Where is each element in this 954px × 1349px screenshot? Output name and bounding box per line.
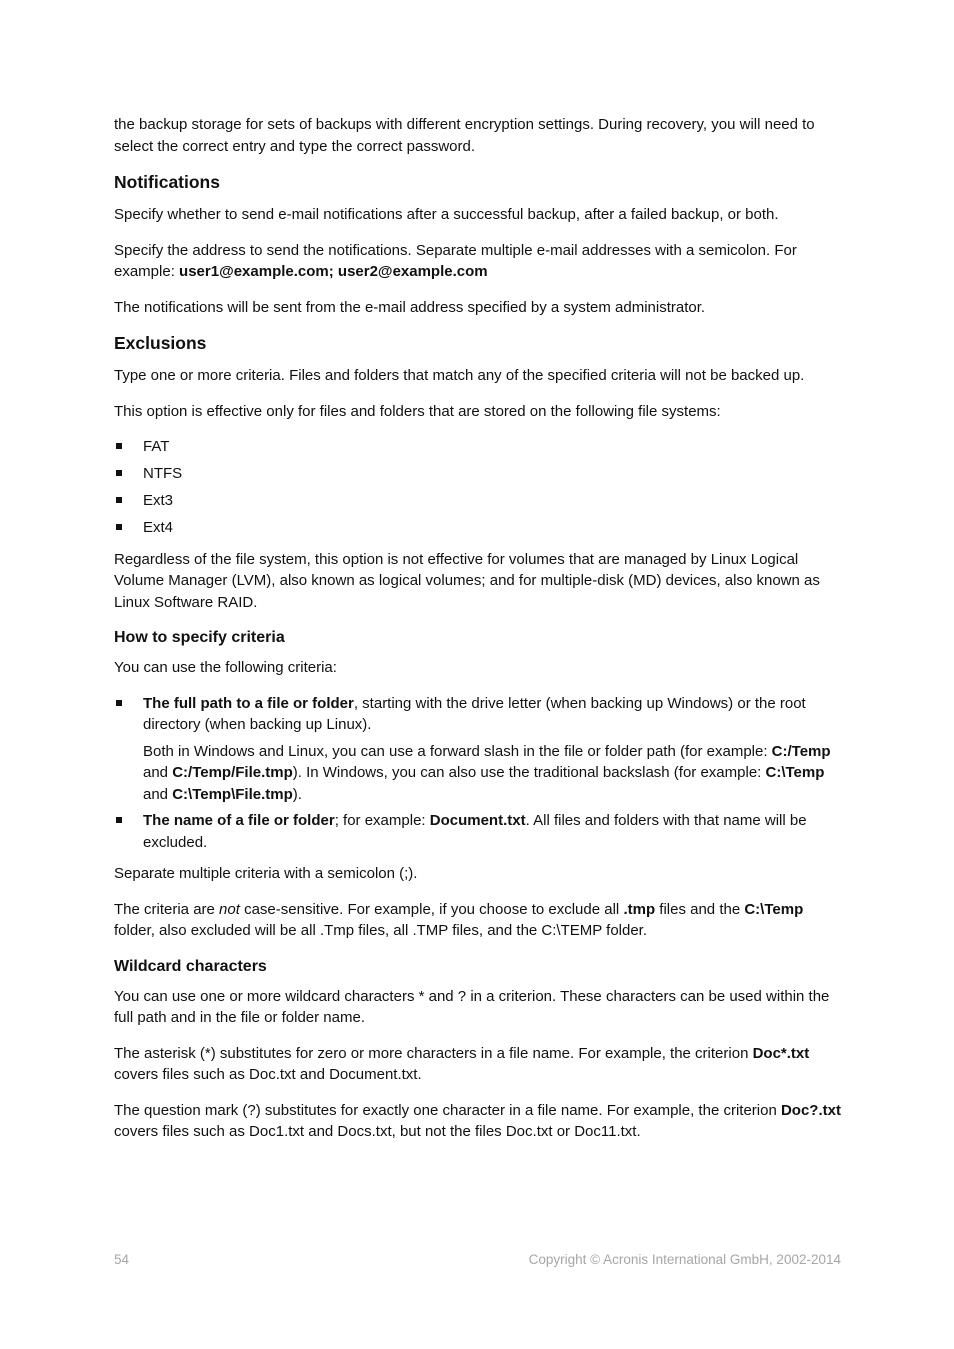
bullet-square-icon <box>116 443 122 449</box>
notifications-paragraph-3: The notifications will be sent from the e-mail address specified by a system administrator. <box>114 298 706 316</box>
list-item-text: NTFS <box>143 465 183 482</box>
heading-how-to-specify-criteria: How to specify criteria <box>114 629 285 646</box>
list-item <box>114 693 842 806</box>
text: , starting with the drive letter (when backing up Windows) or the root directory (when backing up Linux). <box>143 694 806 733</box>
text: case-sensitive. For example, if you choose to exclude all <box>239 900 624 918</box>
wildcards-paragraph-1: You can use one or more wildcard characters * and ? in a criterion. These characters can be used within the full path and in the file or folder name. <box>114 987 830 1026</box>
intro-paragraph: the backup storage for sets of backups with different encryption settings. During recovery, you will need to select the correct entry and type the correct password. <box>114 116 815 155</box>
bullet-square-icon <box>116 700 122 706</box>
text: files and the <box>655 900 745 918</box>
criteria-item-1-detail <box>143 741 842 806</box>
italic-term: not <box>219 900 240 918</box>
text: ). In Windows, you can also use the traditional backslash (for example: <box>292 764 766 781</box>
text: covers files such as Doc.txt and Document.txt. <box>114 1066 422 1083</box>
list-item <box>114 490 842 512</box>
bold-term: Doc?.txt <box>780 1101 841 1119</box>
bullet-square-icon <box>116 470 122 476</box>
heading-wildcard-characters: Wildcard characters <box>114 957 267 975</box>
list-item-text: Ext4 <box>143 519 174 536</box>
criteria-paragraph-2: Separate multiple criteria with a semicolon (;). <box>114 865 418 882</box>
text: folder, also excluded will be all .Tmp files, all .TMP files, and the C:\TEMP folder. <box>114 922 648 939</box>
bullet-square-icon <box>116 817 122 823</box>
exclusions-paragraph-2: This option is effective only for files and folders that are stored on the following file systems: <box>114 402 721 420</box>
bold-term: Document.txt <box>429 812 526 829</box>
page-number: 54 <box>114 1252 130 1267</box>
criteria-paragraph-1: You can use the following criteria: <box>114 659 337 676</box>
text: Both in Windows and Linux, you can use a forward slash in the file or folder path (for example: <box>143 742 772 760</box>
bold-term: C:\Temp <box>765 764 825 781</box>
notifications-paragraph-2 <box>114 240 842 283</box>
wildcards-paragraph-3 <box>114 1100 842 1143</box>
page-content <box>114 114 842 1157</box>
criteria-list <box>114 693 842 854</box>
bold-term: Doc*.txt <box>752 1044 810 1062</box>
bold-term: The full path to a file or folder <box>143 694 354 712</box>
list-item-text: Ext3 <box>143 492 174 509</box>
bold-term: C:/Temp/File.tmp <box>172 764 293 781</box>
text: The asterisk (*) substitutes for zero or more characters in a file name. For example, the criterion <box>114 1044 753 1062</box>
bold-term: The name of a file or folder <box>143 812 335 829</box>
copyright-notice: Copyright © Acronis International GmbH, 2002-2014 <box>528 1252 841 1267</box>
heading-exclusions: Exclusions <box>114 333 207 353</box>
list-item <box>114 517 842 539</box>
text: The question mark (?) substitutes for exactly one character in a file name. For example, the criterion <box>114 1101 781 1119</box>
heading-notifications: Notifications <box>114 172 220 192</box>
criteria-item-1-text <box>143 693 842 736</box>
example-emails: user1@example.com; user2@example.com <box>179 263 488 280</box>
text: ; for example: <box>334 812 430 829</box>
text: Specify the address to send the notifications. Separate multiple e-mail addresses with a semicolon. For example: <box>114 241 797 280</box>
list-item <box>114 436 842 458</box>
text: ). <box>292 785 302 803</box>
bullet-square-icon <box>116 497 122 503</box>
bold-term: C:\Temp\File.tmp <box>172 785 293 803</box>
text: . All files and folders with that name will be excluded. <box>143 812 807 851</box>
text: and <box>143 764 173 781</box>
bold-term: C:\Temp <box>744 900 804 918</box>
text: The criteria are <box>114 900 220 918</box>
bold-term: C:/Temp <box>771 742 831 760</box>
criteria-paragraph-3 <box>114 899 842 942</box>
wildcards-paragraph-2 <box>114 1043 842 1086</box>
exclusions-paragraph-1: Type one or more criteria. Files and folders that match any of the specified criteria will not be backed up. <box>114 367 805 384</box>
criteria-item-2-text <box>143 810 842 853</box>
text: covers files such as Doc1.txt and Docs.txt, but not the files Doc.txt or Doc11.txt. <box>114 1123 641 1140</box>
bullet-square-icon <box>116 524 122 530</box>
list-item <box>114 810 842 853</box>
bold-term: .tmp <box>623 900 656 918</box>
notifications-paragraph-1: Specify whether to send e-mail notifications after a successful backup, after a failed backup, or both. <box>114 206 779 223</box>
list-item-text: FAT <box>143 438 170 455</box>
list-item <box>114 463 842 485</box>
text: and <box>143 785 173 803</box>
file-system-list <box>114 436 842 539</box>
exclusions-paragraph-3: Regardless of the file system, this option is not effective for volumes that are managed by Linux Logical Volume Manager (LVM), also known as logical volumes; and for multiple-disk (MD) devices, also known as Linux Software RAID. <box>114 550 820 611</box>
